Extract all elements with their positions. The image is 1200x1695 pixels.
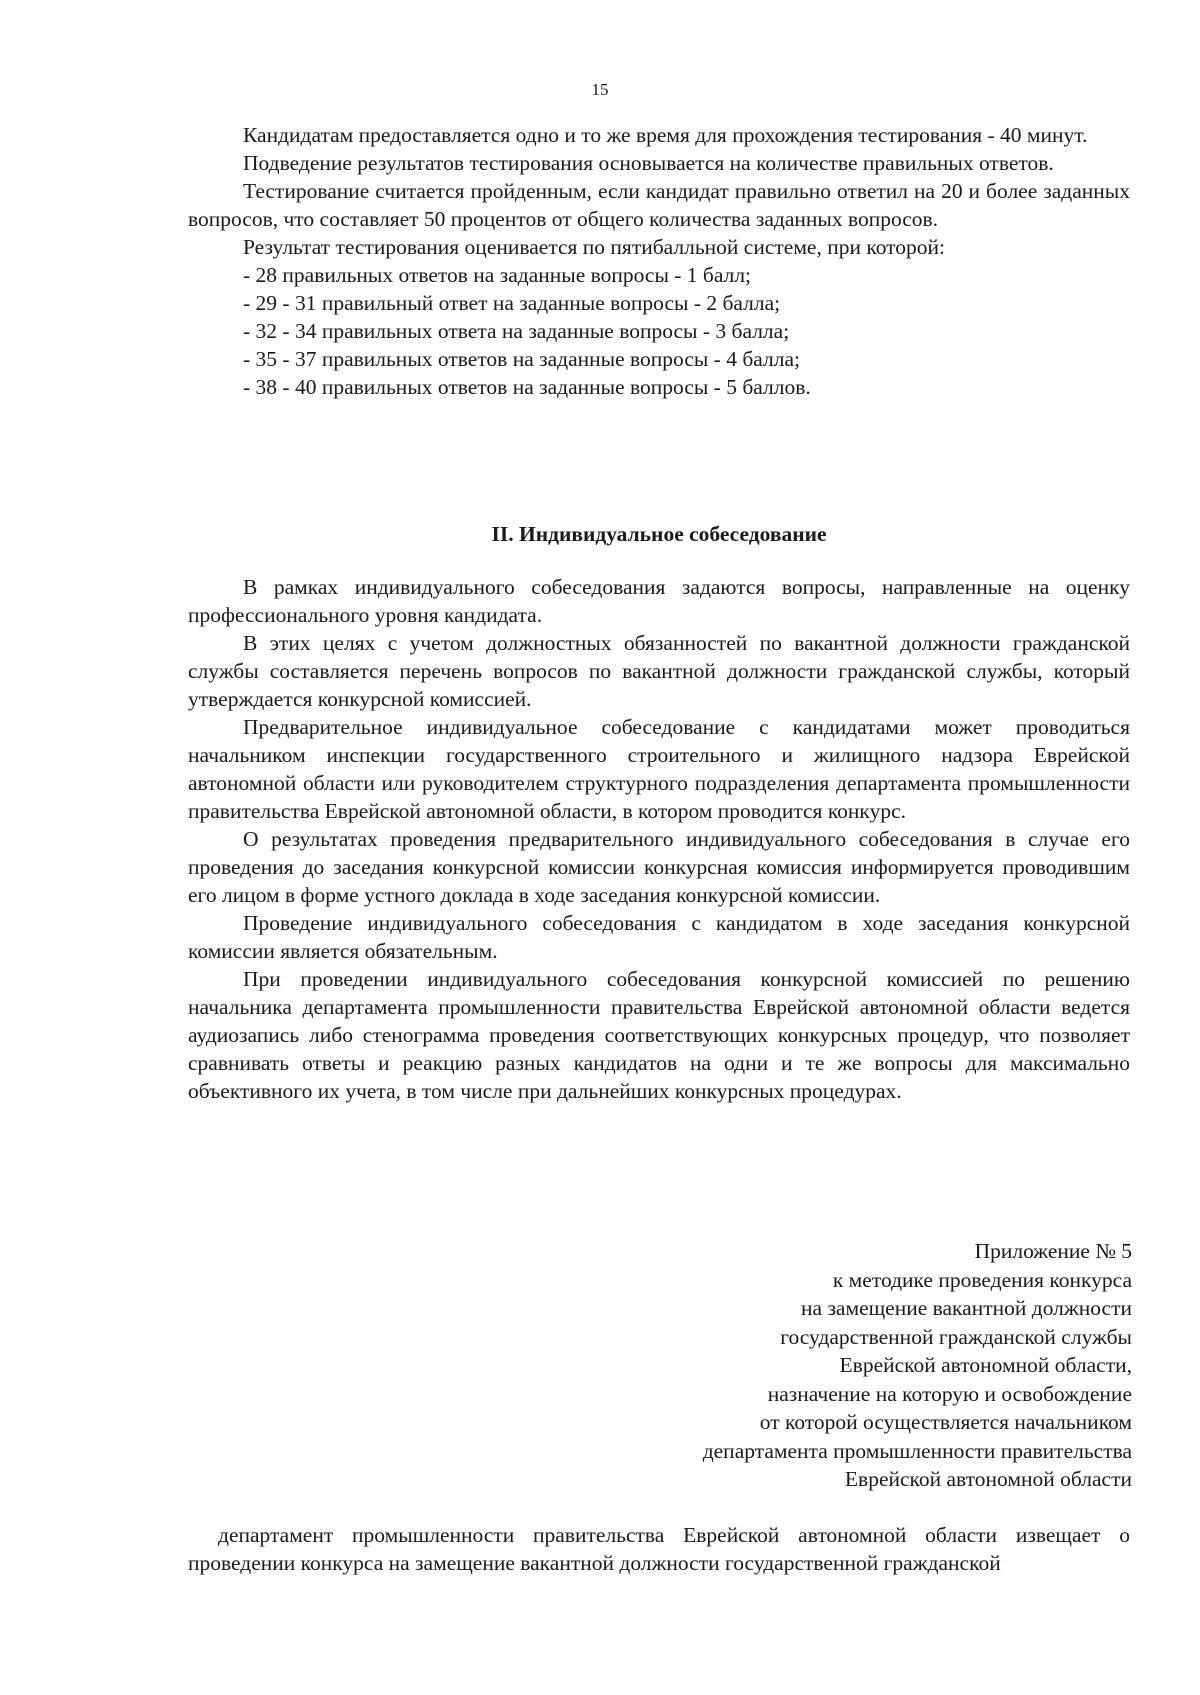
appendix-line: Еврейской автономной области [844, 1467, 1132, 1491]
grading-item: - 28 правильных ответов на заданные вопросы - 1 балл; [243, 263, 752, 287]
paragraph-test-time: Кандидатам предоставляется одно и то же время для прохождения тестирования - 40 минут. [243, 123, 1088, 147]
paragraph-notice: департамент промышленности правительства Еврейской автономной области извещает о проведении конкурса на замещение вакантной должности государственной гражданской [188, 1523, 1130, 1575]
notice-block [188, 1521, 1130, 1577]
appendix-line: к методике проведения конкурса [832, 1267, 1132, 1292]
paragraph-test-results: Подведение результатов тестирования основывается на количестве правильных ответов. [243, 151, 1054, 175]
grading-item: - 32 - 34 правильных ответа на заданные вопросы - 3 балла; [243, 319, 790, 343]
appendix-line: Еврейской автономной области, [839, 1353, 1132, 1377]
appendix-line: на замещение вакантной должности [801, 1296, 1132, 1320]
paragraph-interview-scope: В рамках индивидуального собеседования задаются вопросы, направленные на оценку профессионального уровня кандидата. [188, 575, 1130, 627]
appendix-line: Приложение № 5 [974, 1239, 1132, 1263]
page-number: 15 [591, 80, 609, 99]
appendix-header [572, 1237, 1132, 1494]
paragraph-test-passed: Тестирование считается пройденным, если кандидат правильно ответил на 20 и более заданных вопросов, что составляет 50 процентов от общего количества заданных вопросов. [188, 179, 1130, 231]
paragraph-preliminary-results: О результатах проведения предварительного индивидуального собеседования в случае его проведения до заседания конкурсной комиссии конкурсная комиссия информируется проводившим его лицом в форме устного доклада в ходе заседания конкурсной комиссии. [188, 827, 1130, 907]
grading-item: - 29 - 31 правильный ответ на заданные вопросы - 2 балла; [243, 291, 781, 315]
paragraph-mandatory-interview: Проведение индивидуального собеседования с кандидатом в ходе заседания конкурсной комиссии является обязательным. [188, 911, 1130, 963]
appendix-line: от которой осуществляется начальником [759, 1410, 1132, 1434]
paragraph-grading-system: Результат тестирования оценивается по пятибалльной системе, при которой: [243, 235, 946, 259]
paragraph-preliminary-interview: Предварительное индивидуальное собеседование с кандидатами может проводиться начальником инспекции государственного строительного и жилищного надзора Еврейской автономной области или руководителем структурного подразделения департамента промышленности правительства Еврейской автономной области, в котором проводится конкурс. [188, 715, 1130, 823]
appendix-line: департамента промышленности правительства [702, 1438, 1132, 1463]
interview-block [188, 573, 1130, 1105]
paragraph-question-list: В этих целях с учетом должностных обязанностей по вакантной должности гражданской службы составляется перечень вопросов по вакантной должности гражданской службы, который утверждается конкурсной комиссией. [188, 631, 1130, 711]
grading-item: - 35 - 37 правильных ответов на заданные вопросы - 4 балла; [243, 347, 800, 371]
paragraph-audio-recording: При проведении индивидуального собеседования конкурсной комиссией по решению начальника департамента промышленности правительства Еврейской автономной области ведется аудиозапись либо стенограмма проведения соответствующих конкурсных процедур, что позволяет сравнивать ответы и реакцию разных кандидатов на одни и те же вопросы для максимально объективного их учета, в том числе при дальнейших конкурсных процедурах. [188, 967, 1130, 1103]
testing-rules-block [188, 121, 1130, 401]
grading-item: - 38 - 40 правильных ответов на заданные вопросы - 5 баллов. [243, 375, 811, 399]
appendix-line: назначение на которую и освобождение [767, 1381, 1132, 1406]
grading-list [188, 261, 1130, 401]
appendix-line: государственной гражданской службы [780, 1324, 1132, 1349]
section-title: II. Индивидуальное собеседование [491, 522, 827, 546]
